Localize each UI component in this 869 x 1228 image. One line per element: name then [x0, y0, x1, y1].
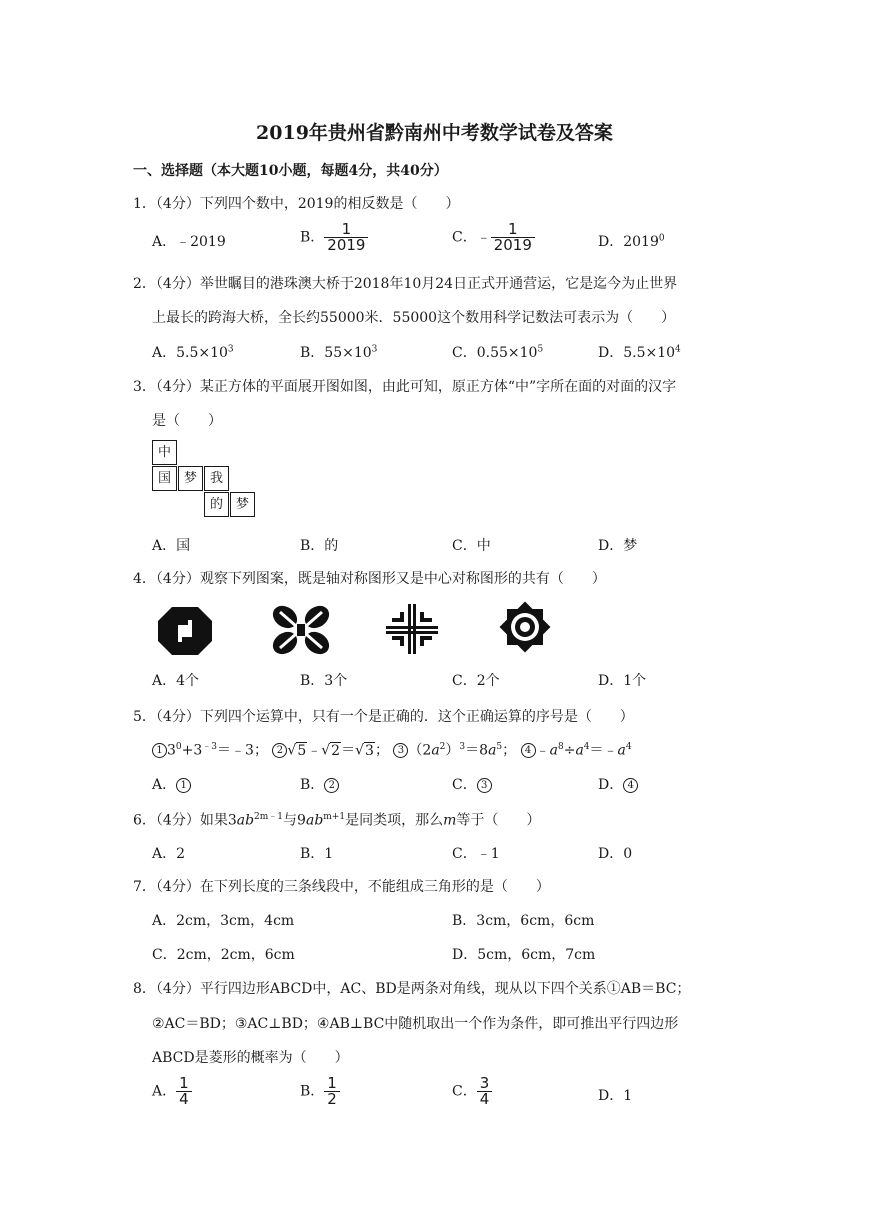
question-1-stem: 1．（4分）下列四个数中，2019的相反数是（ ）: [133, 196, 460, 212]
q2-option-c: C．$0.55\times 10^5$: [452, 344, 544, 361]
q6-option-b: B．1: [300, 846, 334, 862]
q5-option-d: D． 4: [598, 774, 638, 794]
q7-option-a: A．2cm，3cm，4cm: [152, 913, 295, 929]
pattern-4-icon: [498, 600, 552, 654]
question-7-stem: 7．（4分）在下列长度的三条线段中，不能组成三角形的是（ ）: [133, 879, 550, 895]
page-title: 2019年贵州省黔南州中考数学试卷及答案: [256, 122, 613, 144]
question-2-stem-line2: 上最长的跨海大桥，全长约55000米．55000这个数用科学记数法可表示为（ ）: [152, 310, 676, 326]
q5-option-a: A． 1: [152, 774, 191, 794]
question-8-stem-line3: ABCD是菱形的概率为（ ）: [152, 1050, 349, 1066]
q2-option-a: A．$5.5\times 10^3$: [152, 344, 234, 361]
q3-option-d: D．梦: [598, 538, 638, 554]
q4-option-b: B．3个: [300, 673, 348, 689]
q2-option-d: D．$5.5\times 10^4$: [598, 344, 681, 361]
q3-option-b: B．的: [300, 538, 339, 554]
q7-option-b: B．3cm，6cm，6cm: [452, 913, 595, 929]
q7-option-d: D．5cm，6cm，7cm: [452, 947, 596, 963]
cube-net-cell: 国: [152, 466, 177, 491]
cube-net-cell: 的: [204, 492, 229, 517]
q7-option-c: C．2cm，2cm，6cm: [152, 947, 295, 963]
question-3-stem-line2: 是（ ）: [152, 413, 222, 429]
question-4-stem: 4．（4分）观察下列图案，既是轴对称图形又是中心对称图形的共有（ ）: [133, 571, 606, 587]
q1-option-a: A．﹣2019: [152, 234, 226, 250]
q4-option-d: D．1个: [598, 673, 647, 689]
pattern-1-icon: [158, 607, 212, 655]
question-5-stem: 5．（4分）下列四个运算中，只有一个是正确的．这个正确运算的序号是（ ）: [133, 709, 634, 725]
q8-option-b: B． $\frac{1}{2}$: [300, 1076, 340, 1107]
q3-option-a: A．国: [152, 538, 191, 554]
cube-net-cell: 梦: [230, 492, 255, 517]
question-6-stem: 6．（4分）如果$3ab^{2m﹣1}$与$9ab^{m+1}$是同类项，那么m等于（ ）: [133, 812, 541, 829]
q4-option-a: A．4个: [152, 673, 200, 689]
q5-option-c: C． 3: [452, 774, 492, 794]
q3-option-c: C．中: [452, 538, 491, 554]
q1-option-d: D．2019$^0$: [598, 233, 665, 250]
question-3-stem-line1: 3．（4分）某正方体的平面展开图如图，由此可知，原正方体“中”字所在面的对面的汉字: [133, 379, 677, 395]
question-8-stem-line1: 8．（4分）平行四边形ABCD中，AC、BD是两条对角线，现从以下四个关系①AB＝BC；: [133, 981, 691, 997]
question-8-stem-line2: ②AC＝BD；③AC⊥BD；④AB⊥BC中随机取出一个作为条件，即可推出平行四边形: [152, 1016, 679, 1032]
q2-option-b: B．$55\times 10^3$: [300, 344, 378, 361]
q8-option-c: C． $\frac{3}{4}$: [452, 1076, 492, 1107]
pattern-3-icon: [386, 604, 438, 654]
cube-net-cell: 梦: [178, 466, 203, 491]
q5-expressions: 1 $3^0+3^{﹣3}=﹣3$； 2 √5﹣√2＝√3； 3 $(2a^2)^3=8a^5$； 4 $﹣a^8\div a^4=﹣a^4$: [152, 739, 632, 760]
pattern-2-icon: [270, 604, 332, 656]
q1-option-b: B． $\frac{1}{2019}$: [300, 222, 368, 253]
section-heading: 一、选择题（本大题10小题，每题4分，共40分）: [133, 163, 448, 179]
q6-option-c: C．﹣1: [452, 846, 500, 862]
q4-option-c: C．2个: [452, 673, 500, 689]
q6-option-d: D．0: [598, 846, 633, 862]
cube-net-cell: 中: [152, 440, 177, 465]
question-2-stem-line1: 2．（4分）举世瞩目的港珠澳大桥于2018年10月24日正式开通营运，它是迄今为止世界: [133, 276, 678, 292]
q6-option-a: A．2: [152, 846, 186, 862]
q8-option-d: D．1: [598, 1088, 633, 1104]
q1-option-c: C．﹣ $\frac{1}{2019}$: [452, 222, 535, 253]
cube-net-cell: 我: [204, 466, 229, 491]
q5-option-b: B． 2: [300, 774, 339, 794]
q8-option-a: A． $\frac{1}{4}$: [152, 1076, 192, 1107]
